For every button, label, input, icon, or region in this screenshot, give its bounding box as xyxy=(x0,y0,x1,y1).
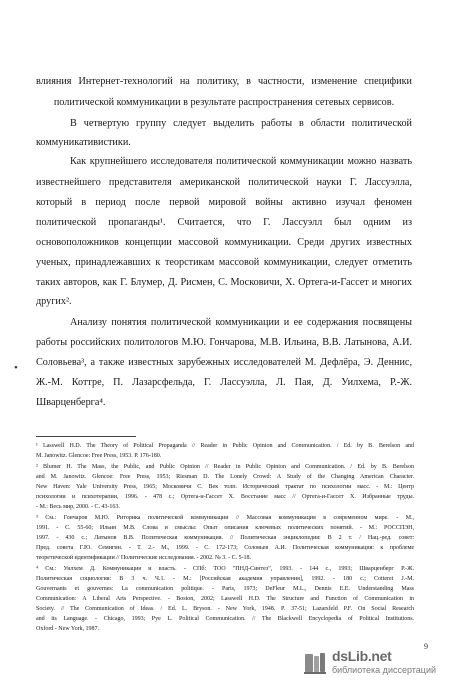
book-stack-icon xyxy=(302,650,328,676)
footnote-line: теоретической идентификации // Политические исследования. - 2002. № 3. - С. 5-18. xyxy=(36,555,252,561)
body-line: который в период после первой мировой войны активно изучал феномен xyxy=(36,197,412,208)
footnote-line: ³ См.: Гончаров М.Ю. Риторика политической коммуникации // Массовая коммуникация в современном мире. - М., xyxy=(36,515,414,521)
footnote-line: - М.: Весь мир, 2000. - С. 43-163. xyxy=(36,504,120,510)
body-line: основоположников концепции массовой коммуникации. Среди других известных xyxy=(36,237,412,248)
footnote-separator xyxy=(36,436,136,437)
footnote-line: and its Language. - Chicago, 1993; Pye L. Political Communication. // The Blackwell Encyclopedia of Political Institutions. xyxy=(36,616,414,622)
footnote-line: M. Janowitz. Glencoe: Free Press, 1953. P. 176-180. xyxy=(36,453,162,459)
body-line: других². xyxy=(36,296,72,307)
body-line: таких авторов, как Г. Блумер, Д. Рисмен, С. Московичи, Х. Ортега-и-Гассет и многих xyxy=(36,277,412,288)
footnote-line: ¹ Lasswell H.D. The Theory of Political Propaganda // Reader in Public Opinion and Communication. / Ed. by B. Berelson and xyxy=(36,443,414,449)
margin-mark: • xyxy=(14,362,18,374)
body-line: Соловьева³, а также известных зарубежных исследователей М. Дефлёра, Э. Деннис, xyxy=(36,357,412,368)
body-line: В четвертую группу следует выделить работы в области политической xyxy=(70,118,412,129)
footnote-line: Gouvernants et gouvernes: La communication politique. - Paris, 1973; DeFleur M.L., Dennis E.E. Understanding Mass xyxy=(36,586,414,592)
body-line: Ж.-М. Коттре, П. Лазарсфельда, Г. Лассуэлла, Л. Пая, Д. Уилхема, Р.-Ж. xyxy=(36,377,412,388)
body-line: Как крупнейшего исследователя политической коммуникации можно назвать xyxy=(70,156,412,167)
body-line: коммуникативистики. xyxy=(36,137,131,148)
body-line: известнейшего представителя американской политической науки Г. Лассуэлла, xyxy=(36,177,412,188)
footnote-line: ² Blumer H. The Mass, the Public, and Public Opinion // Reader in Public Opinion and Communication. / Ed. by B. Berelson xyxy=(36,464,414,470)
body-line: влияния Интернет-технологий на политику, в частности, изменение специфики xyxy=(36,76,412,87)
footnote-line: психологии и психотерапии, 1996. - 478 с.; Ортега-и-Гассет Х. Восстание масс // Ортега-и-Гассет Х. Избранные труды. xyxy=(36,494,414,500)
footnote-line: Пред. совета Г.Ю. Семигин. - Т. 2.- М., 1999. - С. 172-173; Соловьев А.И. Политическая коммуникация: к проблеме xyxy=(36,545,414,551)
body-line: Шварценберга⁴. xyxy=(36,397,106,408)
footnote-line: New Haven: Yale University Press, 1965; Московичи С. Век толп. Исторический трактат по психологии масс. - М.: Центр xyxy=(36,484,414,490)
body-line: работы российских политологов М.Ю. Гончарова, М.В. Ильина, В.В. Латынова, А.И. xyxy=(36,337,412,348)
footnote-line: 1997. - 430 с.; Латынов В.В. Политическая коммуникация. // Политическая энциклопедия: В 2 т. / Нац.-ред. совет: xyxy=(36,535,414,541)
page-number: 9 xyxy=(424,642,428,651)
watermark-subtitle: библиотека диссертаций xyxy=(332,665,437,675)
footnote-line: Society. // The Communication of Ideas. / Ed. L. Bryson. - New York, 1948. P. 37-51; Lazarsfeld P.F. On Social Research xyxy=(36,606,414,612)
footnote-line: 1991. - С. 55-60; Ильин М.В. Слова и смыслы: Опыт описания ключевых политических понятий. - М.: РОССПЭН, xyxy=(36,525,414,531)
body-line: политической пропаганды¹. Считается, что Г. Лассуэлл был одним из xyxy=(36,217,412,228)
footnote-line: and M. Janowitz. Glencoe: Free Press, 1953; Riesman D. The Lonely Crowd: A Study of the Changing American Character. xyxy=(36,474,414,480)
watermark-logo: dsLib.net xyxy=(332,648,392,664)
footnote-line: Oxford - New York, 1987. xyxy=(36,626,99,632)
footnote-line: Communication: A Liberal Arts Perspective. - Boston, 2002; Lasswell H.D. The Structure and Function of Communication in xyxy=(36,596,414,602)
watermark xyxy=(298,648,448,678)
body-line: политической коммуникации в результате распространения сетевых сервисов. xyxy=(53,97,395,108)
footnote-line: Политическая социология: В 3 ч. Ч.1. - М.: [Российская академия управления], 1992. - 180 с.; Cotteret J.-M. xyxy=(36,576,414,582)
body-line: Анализу понятия политической коммуникации и ее содержания посвящены xyxy=(70,317,412,328)
body-line: ученых, принадлежавших к теорстикам массовой коммуникации, следует отметить xyxy=(36,257,412,268)
footnote-line: ⁴ См.: Уилхем Д. Коммуникация и власть. - СПб: ТОО "ПНД-Синтез", 1993. - 144 с., 1993; Шварценберг Р.-Ж. xyxy=(36,566,414,572)
